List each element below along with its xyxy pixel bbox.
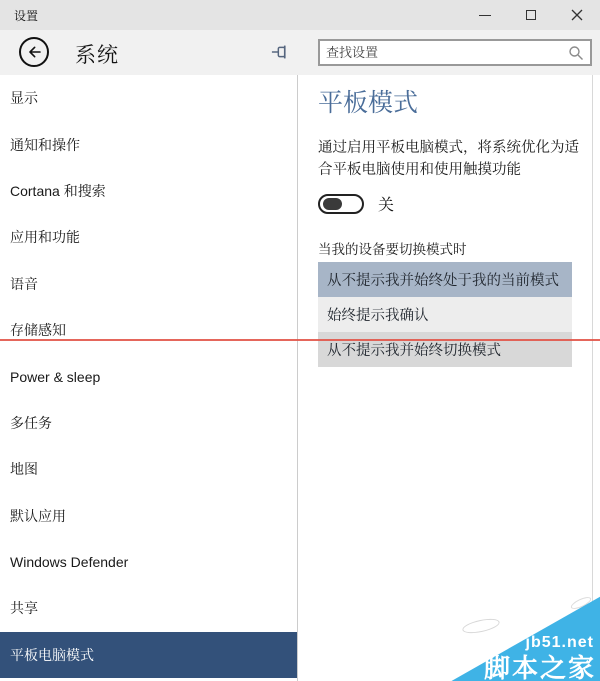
mode-option[interactable] — [318, 262, 572, 297]
content-panel — [299, 75, 600, 681]
sidebar-item-label: 应用和功能 — [10, 229, 80, 246]
sidebar-item-label: 显示 — [10, 90, 38, 107]
titlebar — [0, 0, 600, 30]
sidebar-item-label: 多任务 — [10, 414, 52, 431]
back-button[interactable] — [19, 37, 49, 67]
sidebar — [0, 75, 298, 681]
mode-option[interactable] — [318, 332, 572, 367]
tablet-mode-toggle[interactable] — [318, 194, 364, 214]
sidebar-item-label: Power & sleep — [10, 368, 101, 385]
sidebar-item-label: Windows Defender — [10, 554, 129, 571]
sidebar-item[interactable] — [0, 214, 297, 260]
sidebar-item[interactable] — [0, 75, 297, 121]
sidebar-item[interactable] — [0, 400, 297, 446]
sidebar-item-label: 存储感知 — [10, 322, 66, 339]
close-icon — [571, 9, 583, 21]
tablet-mode-toggle-row — [318, 192, 600, 215]
mode-option-label: 从不提示我并始终切换模式 — [327, 343, 501, 359]
sidebar-item[interactable] — [0, 353, 297, 399]
content-heading: 平板模式 — [318, 89, 419, 117]
sidebar-item[interactable] — [0, 493, 297, 539]
header — [0, 30, 600, 75]
search-icon[interactable] — [568, 45, 584, 61]
close-button[interactable] — [554, 0, 600, 30]
sidebar-item[interactable] — [0, 539, 297, 585]
sidebar-item-label: 语音 — [10, 275, 38, 292]
toggle-state-label: 关 — [378, 197, 395, 214]
app-title: 设置 — [14, 8, 39, 23]
tablet-mode-description: 通过启用平板电脑模式，将系统优化为适合平板电脑使用和使用触摸功能 — [318, 140, 579, 178]
sidebar-item[interactable] — [0, 121, 297, 167]
annotation-red-line — [0, 339, 600, 341]
sidebar-item-label: 通知和操作 — [10, 136, 80, 153]
search-input[interactable] — [320, 45, 568, 60]
mode-switch-label: 当我的设备要切换模式时 — [318, 242, 467, 257]
maximize-icon — [526, 10, 536, 20]
sidebar-item[interactable] — [0, 585, 297, 631]
sidebar-item[interactable] — [0, 446, 297, 492]
mode-option[interactable] — [318, 297, 572, 332]
watermark-name: 脚本之家 — [483, 653, 596, 681]
sidebar-item[interactable] — [0, 632, 297, 678]
minimize-icon — [479, 15, 491, 16]
maximize-button[interactable] — [508, 0, 554, 30]
content-right-edge — [592, 75, 593, 681]
sidebar-item[interactable] — [0, 307, 297, 353]
watermark — [450, 595, 600, 681]
sidebar-item-label: Cortana 和搜索 — [10, 182, 106, 199]
search-box — [318, 39, 592, 66]
mode-option-label: 始终提示我确认 — [327, 308, 429, 324]
pin-icon[interactable] — [271, 43, 293, 61]
sidebar-item-label: 地图 — [10, 461, 38, 478]
mode-option-label: 从不提示我并始终处于我的当前模式 — [327, 273, 559, 289]
toggle-knob — [323, 198, 342, 210]
back-arrow-icon — [26, 44, 42, 60]
sidebar-item-label: 默认应用 — [10, 507, 66, 524]
sidebar-item[interactable] — [0, 168, 297, 214]
page-title: 系统 — [75, 44, 119, 67]
sidebar-item-label: 平板电脑模式 — [10, 646, 94, 663]
watermark-site: jb51.net — [525, 634, 594, 651]
mode-options-list — [318, 262, 572, 367]
sidebar-item[interactable] — [0, 261, 297, 307]
window-controls — [462, 0, 600, 30]
sidebar-item-label: 共享 — [10, 600, 38, 617]
minimize-button[interactable] — [462, 0, 508, 30]
